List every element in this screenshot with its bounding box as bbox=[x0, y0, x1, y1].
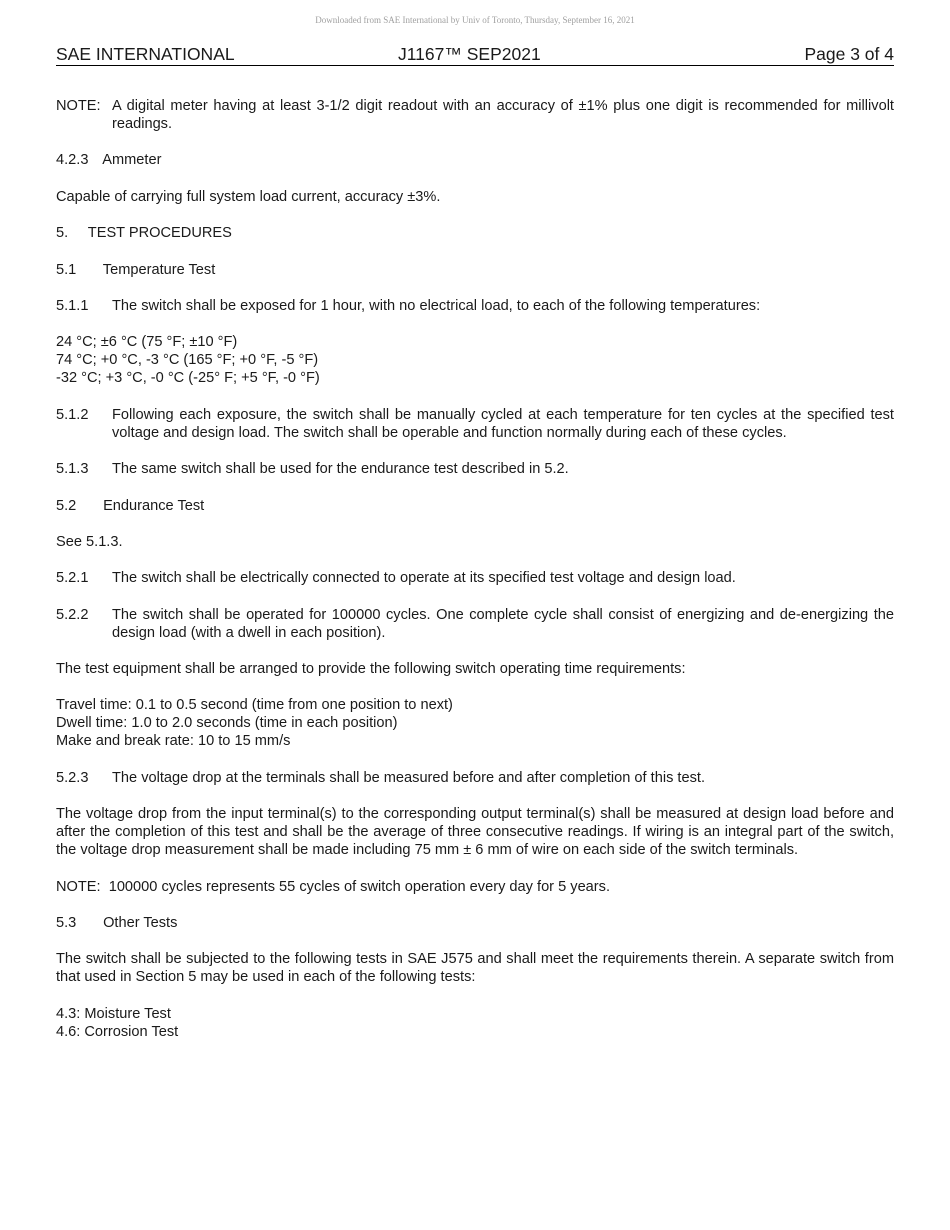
see-reference: See 5.1.3. bbox=[56, 533, 123, 550]
section-number: 5.2 bbox=[56, 497, 77, 514]
section-5-3-heading bbox=[56, 914, 894, 932]
document-body bbox=[56, 97, 894, 1059]
section-number: 5.2.3 bbox=[56, 769, 89, 786]
section-title: Temperature Test bbox=[102, 261, 216, 278]
list-item: -32 °C; +3 °C, -0 °C (-25° F; +5 °F, -0 °F) bbox=[56, 370, 320, 387]
section-5-1-heading bbox=[56, 261, 894, 279]
section-title: Endurance Test bbox=[103, 497, 205, 514]
section-5-2-1 bbox=[56, 569, 894, 587]
header-page-number: Page 3 of 4 bbox=[804, 44, 894, 64]
list-item: 4.6: Corrosion Test bbox=[56, 1023, 179, 1040]
section-4-2-3-heading bbox=[56, 151, 894, 169]
section-text: The switch shall be exposed for 1 hour, with no electrical load, to each of the following temperatures: bbox=[112, 297, 761, 314]
header-document-id: J1167™ SEP2021 bbox=[398, 44, 541, 64]
equipment-paragraph: The test equipment shall be arranged to provide the following switch operating time requirements: bbox=[56, 661, 686, 678]
tests-list bbox=[56, 1005, 894, 1041]
section-number: 5.1.2 bbox=[56, 406, 89, 423]
list-item: Make and break rate: 10 to 15 mm/s bbox=[56, 733, 291, 750]
section-5-1-1 bbox=[56, 297, 894, 315]
header-organization: SAE INTERNATIONAL bbox=[56, 44, 235, 64]
section-number: 5.2.1 bbox=[56, 570, 89, 587]
list-item: Travel time: 0.1 to 0.5 second (time from one position to next) bbox=[56, 697, 453, 714]
section-title: Ammeter bbox=[102, 152, 162, 169]
section-number: 4.2.3 bbox=[56, 152, 89, 169]
section-title: TEST PROCEDURES bbox=[87, 225, 232, 242]
section-text: The switch shall be electrically connected to operate at its specified test voltage and design load. bbox=[112, 570, 736, 587]
section-number: 5.3 bbox=[56, 915, 77, 932]
download-watermark: Downloaded from SAE International by Univ of Toronto, Thursday, September 16, 2021 bbox=[315, 15, 635, 25]
section-number: 5.2.2 bbox=[56, 606, 89, 623]
list-item: 74 °C; +0 °C, -3 °C (165 °F; +0 °F, -5 °F) bbox=[56, 352, 319, 369]
list-item: 4.3: Moisture Test bbox=[56, 1005, 171, 1022]
list-item: Dwell time: 1.0 to 2.0 seconds (time in each position) bbox=[56, 715, 398, 732]
section-5-2-heading bbox=[56, 497, 894, 515]
section-title: Other Tests bbox=[103, 915, 178, 932]
section-text: The same switch shall be used for the endurance test described in 5.2. bbox=[112, 461, 569, 478]
note-millivolt bbox=[56, 97, 894, 133]
note-cycles bbox=[56, 878, 894, 896]
section-text: Following each exposure, the switch shall be manually cycled at each temperature for ten cycles at the specified test voltage and design load. The switch shall be operable and function normally during each of these cycles. bbox=[112, 406, 894, 441]
note-label: NOTE: bbox=[56, 98, 101, 114]
other-tests-paragraph: The switch shall be subjected to the following tests in SAE J575 and shall meet the requirements therein. A separate switch from that used in Section 5 may be used in each of the following tests: bbox=[56, 951, 894, 986]
section-number: 5.1.3 bbox=[56, 461, 89, 478]
page-header bbox=[56, 44, 894, 66]
ammeter-paragraph: Capable of carrying full system load current, accuracy ±3%. bbox=[56, 188, 441, 205]
note-label: NOTE: bbox=[56, 878, 101, 895]
section-text: The switch shall be operated for 100000 cycles. One complete cycle shall consist of energizing and de-energizing the design load (with a dwell in each position). bbox=[112, 606, 894, 641]
temperature-list bbox=[56, 333, 894, 387]
section-5-heading bbox=[56, 224, 894, 242]
note-text: 100000 cycles represents 55 cycles of switch operation every day for 5 years. bbox=[108, 878, 611, 895]
section-5-1-2 bbox=[56, 406, 894, 442]
section-5-1-3 bbox=[56, 460, 894, 478]
voltage-drop-paragraph: The voltage drop from the input terminal(s) to the corresponding output terminal(s) shall be measured at design load before and after the completion of this test and shall be the average of three consecutive readings. If wiring is an integral part of the switch, the voltage drop measurement shall be made including 75 mm ± 6 mm of wire on each side of the switch terminals. bbox=[56, 806, 894, 859]
timing-list bbox=[56, 696, 894, 750]
section-5-2-3 bbox=[56, 769, 894, 787]
list-item: 24 °C; ±6 °C (75 °F; ±10 °F) bbox=[56, 334, 238, 351]
section-number: 5.1 bbox=[56, 261, 77, 278]
section-text: The voltage drop at the terminals shall be measured before and after completion of this test. bbox=[112, 769, 705, 786]
section-number: 5. bbox=[56, 225, 69, 242]
note-text: A digital meter having at least 3-1/2 digit readout with an accuracy of ±1% plus one digit is recommended for millivolt readings. bbox=[112, 98, 894, 132]
section-5-2-2 bbox=[56, 606, 894, 642]
section-number: 5.1.1 bbox=[56, 297, 89, 314]
